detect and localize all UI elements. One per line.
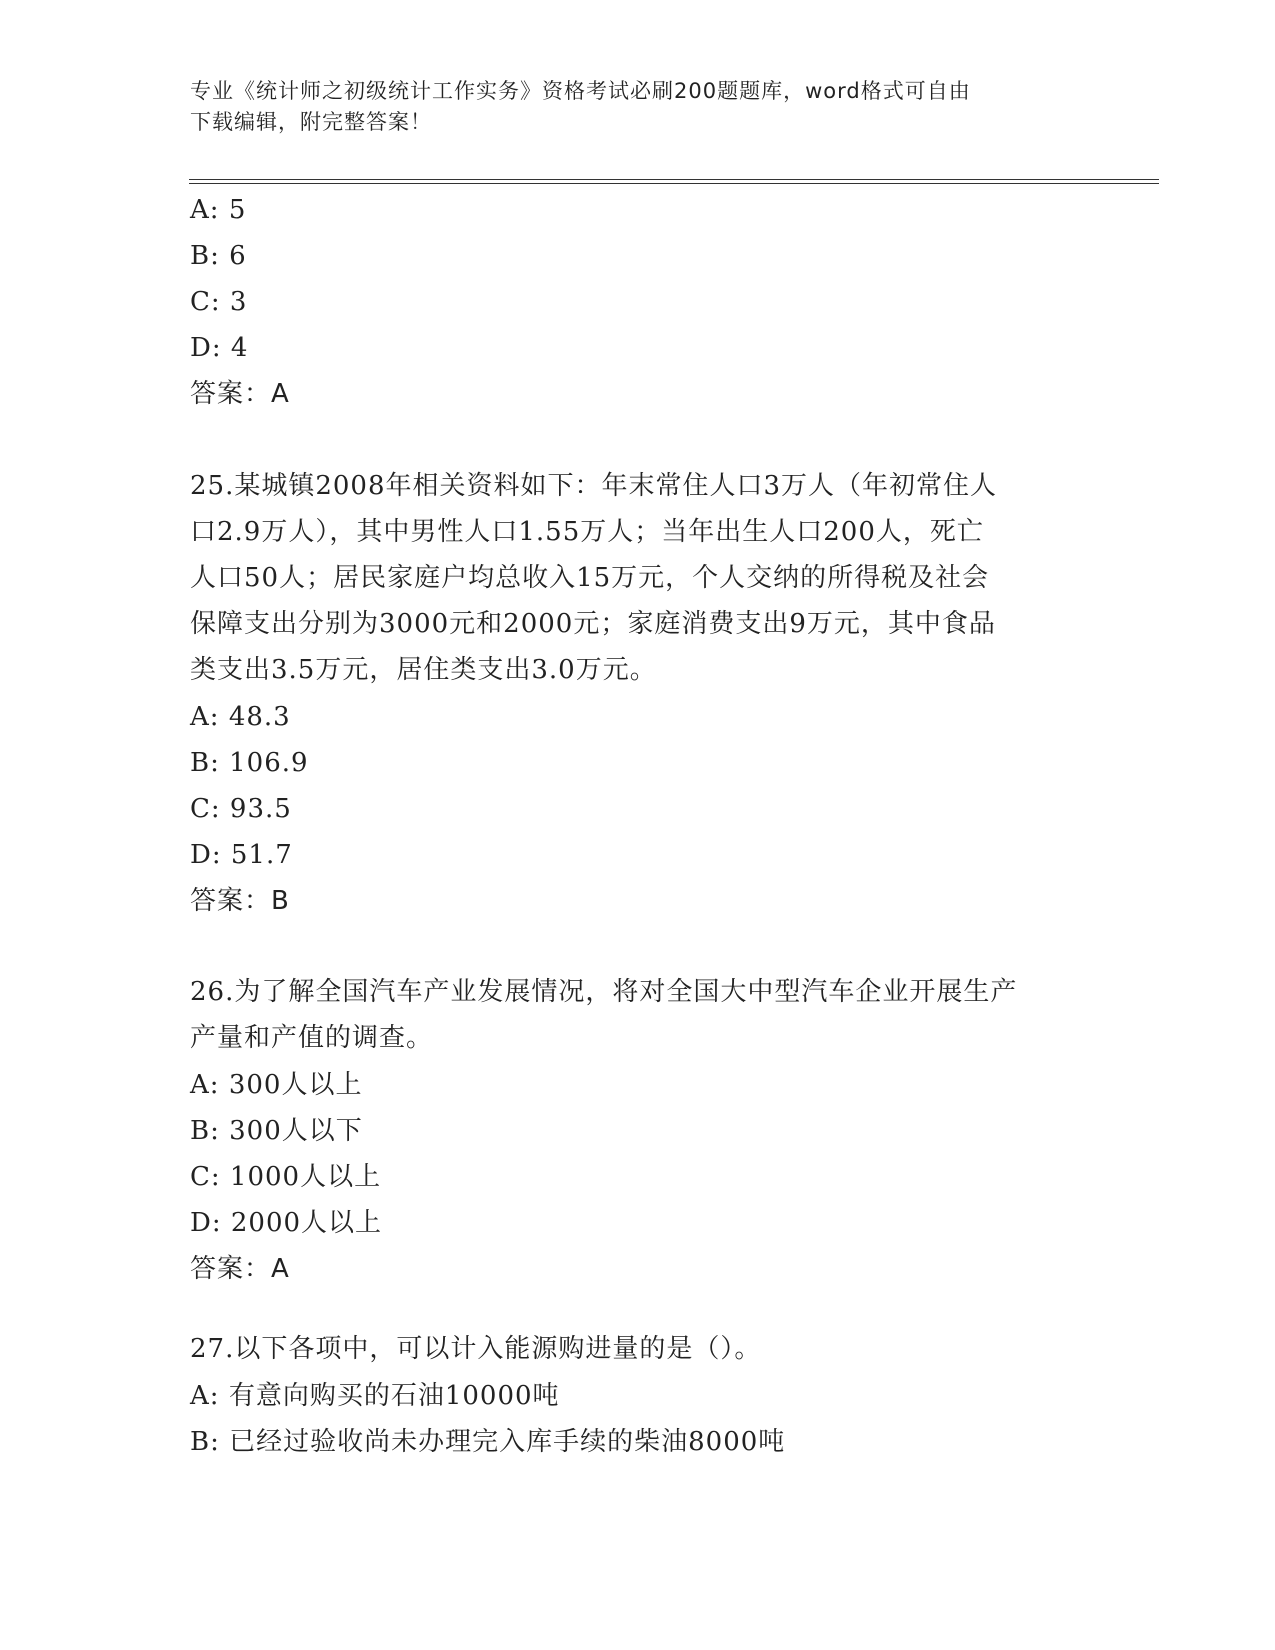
- question-26-text: [190, 970, 1090, 1062]
- question-25-text: [190, 464, 1090, 694]
- answer-line: 答案：B: [190, 886, 290, 916]
- document-header: [190, 76, 1090, 138]
- answer-line: 答案：A: [190, 379, 290, 409]
- option-c: [190, 786, 1090, 832]
- option-key: B:: [190, 1116, 220, 1146]
- option-key: C:: [190, 287, 221, 317]
- header-line-1: 专业《统计师之初级统计工作实务》资格考试必刷200题题库，word格式可自由: [190, 79, 971, 103]
- option-d: [190, 325, 1090, 371]
- option-key: B:: [190, 748, 220, 778]
- option-text: 300人以上: [228, 1070, 363, 1100]
- option-key: D:: [190, 840, 222, 870]
- option-text: 3: [229, 287, 248, 317]
- option-a: [190, 187, 1090, 233]
- option-key: D:: [190, 333, 222, 363]
- option-key: A:: [190, 1070, 220, 1100]
- option-text: 4: [230, 333, 249, 363]
- option-b: [190, 233, 1090, 279]
- question-text-line: 保障支出分别为3000元和2000元；家庭消费支出9万元，其中食品: [190, 609, 996, 639]
- option-text: 93.5: [229, 794, 292, 824]
- option-a: [190, 694, 1090, 740]
- option-text: 5: [228, 195, 247, 225]
- option-b: [190, 740, 1090, 786]
- option-text: 6: [229, 241, 247, 271]
- question-27-text: [190, 1327, 1090, 1373]
- question-26-block: [190, 970, 1090, 1292]
- option-key: C:: [190, 1162, 221, 1192]
- option-text: 106.9: [229, 748, 309, 778]
- question-text-line: 25.某城镇2008年相关资料如下：年末常住人口3万人（年初常住人: [190, 471, 998, 501]
- option-key: B:: [190, 1427, 220, 1457]
- option-text: 有意向购买的石油10000吨: [228, 1381, 560, 1411]
- option-text: 2000人以上: [230, 1208, 383, 1238]
- option-a: [190, 1062, 1090, 1108]
- option-text: 已经过验收尚未办理完入库手续的柴油8000吨: [229, 1427, 786, 1457]
- option-key: A:: [190, 1381, 220, 1411]
- option-d: [190, 1200, 1090, 1246]
- header-divider-bottom: [189, 183, 1159, 184]
- option-d: [190, 832, 1090, 878]
- prev-question-block: [190, 187, 1090, 417]
- option-b: [190, 1108, 1090, 1154]
- answer-line: 答案：A: [190, 1254, 290, 1284]
- option-key: B:: [190, 241, 220, 271]
- option-text: 48.3: [228, 702, 291, 732]
- option-text: 1000人以上: [229, 1162, 382, 1192]
- option-c: [190, 1154, 1090, 1200]
- option-b: [190, 1419, 1090, 1465]
- question-text-line: 26.为了解全国汽车产业发展情况，将对全国大中型汽车企业开展生产: [190, 977, 1018, 1007]
- question-27-block: [190, 1327, 1090, 1465]
- option-a: [190, 1373, 1090, 1419]
- question-text-line: 人口50人；居民家庭户均总收入15万元，个人交纳的所得税及社会: [190, 563, 990, 593]
- option-key: C:: [190, 794, 221, 824]
- option-key: A:: [190, 195, 220, 225]
- question-text-line: 类支出3.5万元，居住类支出3.0万元。: [190, 655, 657, 685]
- option-key: D:: [190, 1208, 222, 1238]
- question-25-block: [190, 464, 1090, 924]
- question-text-line: 产量和产值的调查。: [190, 1023, 434, 1053]
- option-text: 300人以下: [229, 1116, 363, 1146]
- option-key: A:: [190, 702, 220, 732]
- header-line-2: 下载编辑，附完整答案！: [190, 110, 432, 134]
- header-divider-top: [189, 179, 1159, 180]
- option-c: [190, 279, 1090, 325]
- option-text: 51.7: [230, 840, 293, 870]
- question-text-line: 口2.9万人），其中男性人口1.55万人；当年出生人口200人，死亡: [190, 517, 984, 547]
- question-text-line: 27.以下各项中，可以计入能源购进量的是（）。: [190, 1334, 762, 1364]
